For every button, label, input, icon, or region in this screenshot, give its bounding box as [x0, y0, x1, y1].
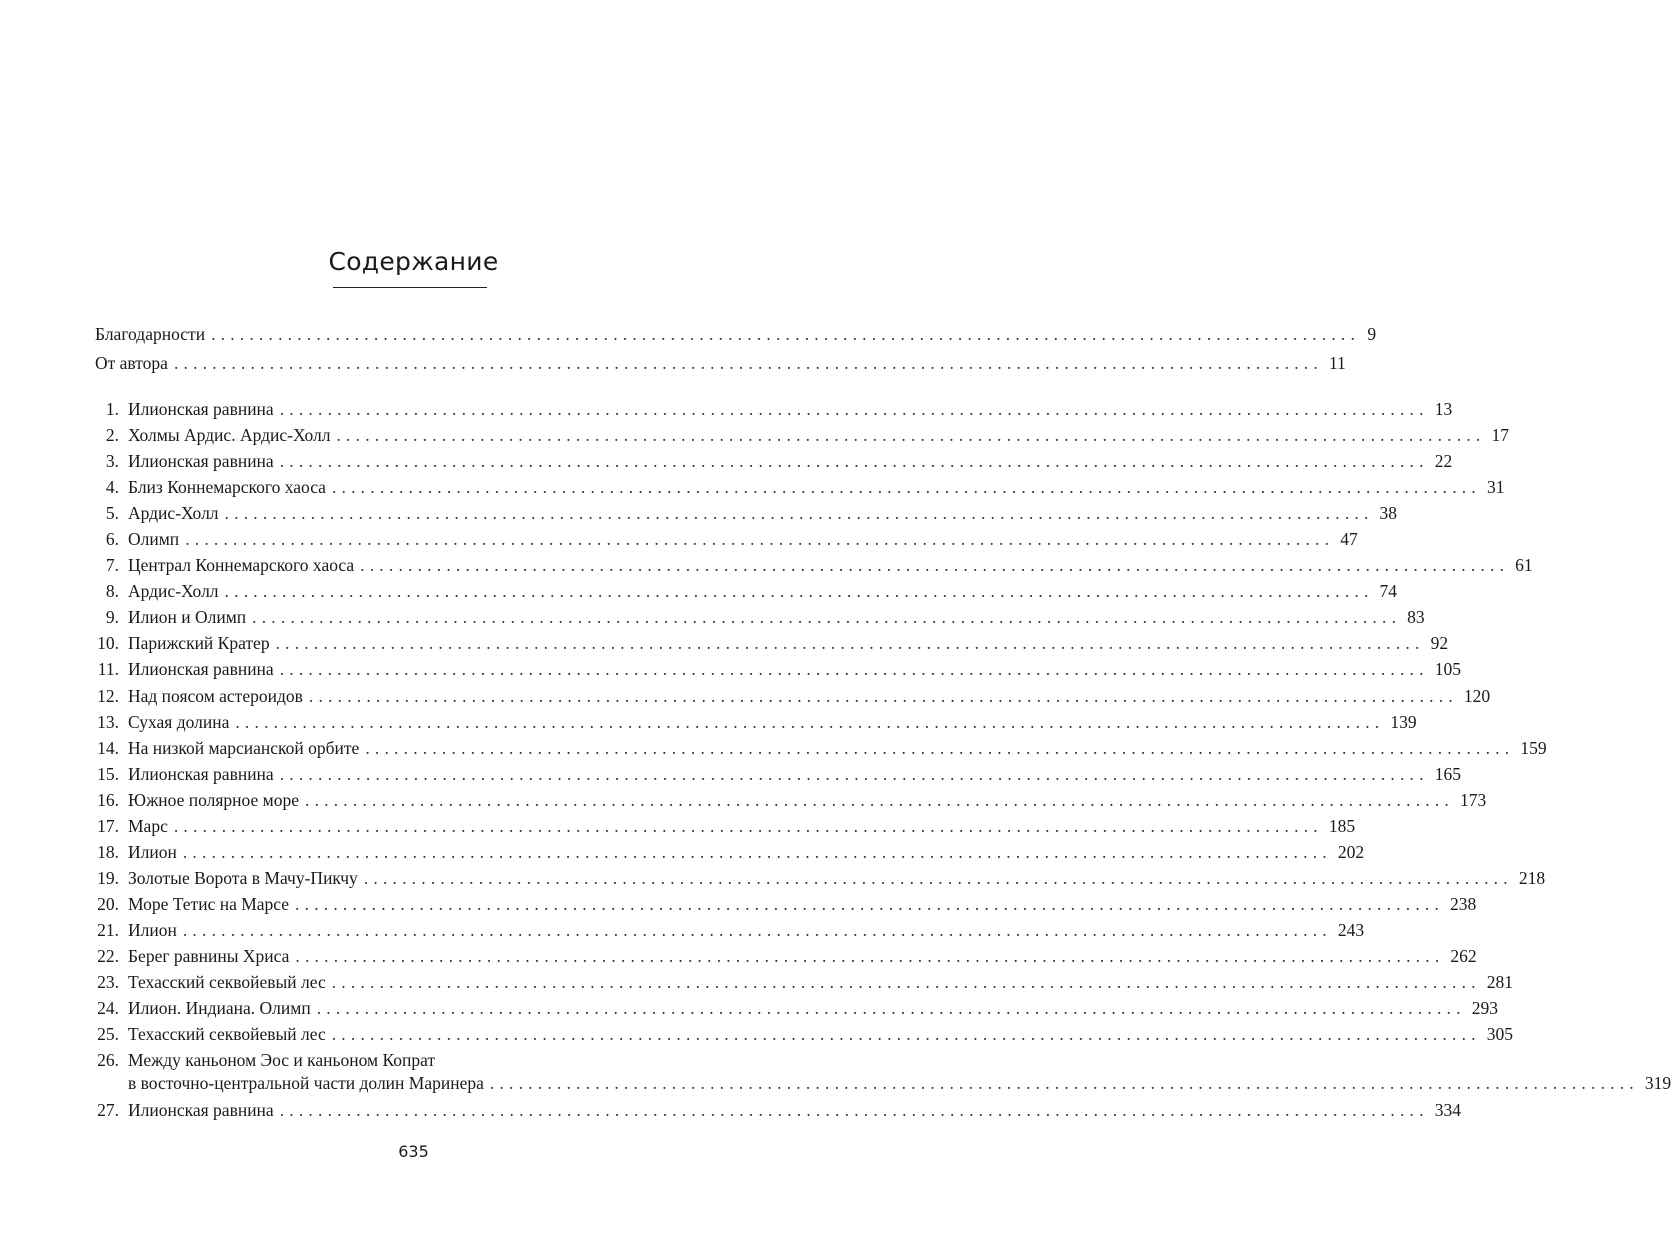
toc-leader-dots: ........................................................................................................................: [211, 324, 1361, 344]
toc-chapter-entry[interactable]: [95, 1098, 1461, 1122]
toc-entry-title: Южное полярное море: [128, 790, 299, 810]
toc-leader-dots: ........................................................................................................................: [224, 503, 1374, 523]
toc-entry-page: 173: [1460, 790, 1487, 810]
toc-chapter-number: 21.: [97, 920, 119, 940]
toc-entry-title: Ардис-Холл: [128, 503, 219, 523]
toc-leader-dots: ........................................................................................................................: [173, 353, 1323, 373]
toc-entry-title: Илион и Олимп: [128, 607, 247, 627]
toc-chapter-number: 11.: [97, 659, 119, 679]
toc-leader-dots: ........................................................................................................................: [252, 607, 1402, 627]
toc-entry-title: Золотые Ворота в Мачу-Пикчу: [128, 868, 358, 888]
toc-leader-dots: ........................................................................................................................: [308, 686, 1458, 706]
toc-leader-dots: ........................................................................................................................: [279, 451, 1429, 471]
toc-chapter-entry[interactable]: [95, 918, 1365, 942]
toc-leader-dots: ........................................................................................................................: [295, 894, 1445, 914]
toc-leader-dots: ........................................................................................................................: [182, 920, 1332, 940]
toc-chapter-number: 5.: [105, 503, 119, 523]
toc-chapter-number: 9.: [105, 607, 119, 627]
toc-chapter-entry[interactable]: [95, 814, 1356, 838]
toc-chapter-number: 20.: [97, 894, 119, 914]
toc-entry-title: Техасский секвойевый лес: [128, 972, 326, 992]
toc-entry-title: Ардис-Холл: [128, 581, 219, 601]
toc-entry-page: 243: [1337, 920, 1365, 940]
toc-entry-page: 238: [1450, 894, 1477, 914]
toc-entry-title: Берег равнины Хриса: [128, 946, 290, 966]
toc-entry-page: 334: [1434, 1100, 1461, 1120]
toc-entry-page: 47: [1340, 529, 1358, 549]
toc-entry-page: 31: [1486, 477, 1505, 497]
toc-entry-page: 120: [1463, 686, 1491, 706]
toc-entry-title: Над поясом астероидов: [128, 686, 303, 706]
toc-chapter-entry[interactable]: [95, 1048, 727, 1072]
toc-leader-dots: ........................................................................................................................: [489, 1073, 1639, 1093]
toc-entry-page: 83: [1407, 607, 1425, 627]
toc-chapter-number: 8.: [105, 581, 119, 601]
toc-chapter-number: 23.: [97, 972, 119, 992]
toc-chapter-number: 3.: [105, 451, 119, 471]
toc-chapter-entry[interactable]: [95, 579, 1398, 603]
toc-entry-page: 9: [1367, 324, 1377, 344]
toc-leader-dots: ........................................................................................................................: [365, 738, 1515, 758]
toc-leader-dots: ........................................................................................................................: [316, 998, 1466, 1018]
toc-entry-page: 105: [1434, 659, 1461, 679]
toc-chapter-entry[interactable]: [95, 866, 1546, 890]
toc-leader-dots: ........................................................................................................................: [336, 425, 1486, 445]
toc-chapter-entry[interactable]: [95, 736, 1547, 760]
toc-chapter-entry[interactable]: [95, 475, 1505, 499]
toc-entry-page: 165: [1434, 764, 1461, 784]
toc-entry-title: Близ Коннемарского хаоса: [128, 477, 326, 497]
toc-entry-page: 293: [1471, 998, 1498, 1018]
toc-leader-dots: ........................................................................................................................: [185, 529, 1335, 549]
toc-chapter-entry[interactable]: [95, 710, 1417, 734]
toc-leader-dots: ........................................................................................................................: [224, 581, 1374, 601]
toc-chapter-entry[interactable]: [95, 944, 1477, 968]
toc-entry-title: Море Тетис на Марсе: [128, 894, 290, 914]
toc-entry-page: 185: [1328, 816, 1356, 836]
toc-entry-page: 281: [1486, 972, 1513, 992]
toc-leader-dots: ........................................................................................................................: [305, 790, 1454, 810]
toc-chapter-entry[interactable]: [95, 631, 1449, 655]
toc-entry-title: Техасский секвойевый лес: [128, 1024, 326, 1044]
toc-entry-page: 61: [1515, 555, 1533, 575]
toc-entry-title: На низкой марсианской орбите: [128, 738, 360, 758]
toc-entry-title: Парижский Кратер: [128, 633, 270, 653]
toc-leader-dots: ........................................................................................................................: [173, 816, 1323, 836]
title-underline: [333, 287, 487, 288]
toc-leader-dots: ........................................................................................................................: [363, 868, 1513, 888]
toc-entry-title: Марс: [128, 816, 168, 836]
toc-entry-page: 139: [1390, 712, 1417, 732]
toc-entry-title: Благодарности: [95, 324, 206, 344]
toc-entry-title: Илион. Индиана. Олимп: [128, 998, 311, 1018]
toc-entry-page: 22: [1434, 451, 1453, 471]
toc-chapter-number: 24.: [97, 998, 119, 1018]
toc-entry-title: Илионская равнина: [128, 659, 274, 679]
toc-chapter-number: 16.: [97, 790, 119, 810]
toc-entry-page: 92: [1430, 633, 1449, 653]
toc-leader-dots: ........................................................................................................................: [275, 633, 1425, 653]
toc-chapter-entry[interactable]: [95, 449, 1453, 473]
toc-chapter-number: 27.: [97, 1100, 119, 1120]
toc-chapter-number: 18.: [97, 842, 119, 862]
toc-entry-page: 159: [1520, 738, 1547, 758]
toc-chapter-entry[interactable]: [95, 553, 1533, 577]
toc-entry-page: 13: [1434, 399, 1453, 419]
toc-leader-dots: ........................................................................................................................: [279, 399, 1429, 419]
toc-chapter-number: 13.: [97, 712, 119, 732]
toc-leader-dots: ........................................................................................................................: [295, 946, 1445, 966]
toc-chapter-entry[interactable]: [95, 684, 1491, 708]
toc-entry-page: 11: [1328, 353, 1346, 373]
toc-leader-dots: ........................................................................................................................: [235, 712, 1385, 732]
toc-entry-title: Холмы Ардис. Ардис-Холл: [128, 425, 331, 445]
toc-chapter-entry[interactable]: [95, 1022, 1513, 1046]
page-number: 635: [398, 1142, 429, 1161]
toc-leader-dots: ........................................................................................................................: [279, 659, 1429, 679]
toc-chapter-entry[interactable]: [95, 892, 1477, 916]
toc-chapter-number: 19.: [97, 868, 119, 888]
toc-chapter-entry[interactable]: [95, 605, 1425, 629]
toc-entry-title: Олимп: [128, 529, 180, 549]
toc-entry-page: 202: [1337, 842, 1365, 862]
toc-entry-page: 262: [1450, 946, 1477, 966]
toc-entry-page: 74: [1379, 581, 1398, 601]
toc-chapter-number: 25.: [97, 1024, 119, 1044]
toc-chapter-number: 26.: [97, 1050, 119, 1070]
toc-leader-dots: ........................................................................................................................: [331, 477, 1481, 497]
toc-chapter-entry[interactable]: [95, 762, 1461, 786]
toc-entry-page: 38: [1379, 503, 1398, 523]
toc-chapter-number: 4.: [105, 477, 119, 497]
toc-entry-title: Илионская равнина: [128, 399, 274, 419]
toc-entry-title: Илионская равнина: [128, 764, 274, 784]
toc-entry-title: Между каньоном Эос и каньоном Копрат: [128, 1050, 436, 1070]
toc-entry-acknowledgements[interactable]: [95, 322, 1377, 346]
toc-chapter-number: 15.: [97, 764, 119, 784]
toc-chapter-entry[interactable]: [95, 501, 1398, 525]
toc-chapter-entry-continuation[interactable]: [95, 1071, 1671, 1095]
toc-chapter-number: 6.: [105, 529, 119, 549]
toc-entry-title: Сухая долина: [128, 712, 230, 732]
toc-entry-title: Илион: [128, 920, 177, 940]
toc-chapter-entry[interactable]: [95, 397, 1453, 421]
toc-entry-title: Илионская равнина: [128, 1100, 274, 1120]
toc-chapter-entry[interactable]: [95, 657, 1461, 681]
toc-leader-dots: ........................................................................................................................: [279, 764, 1429, 784]
toc-chapter-number: 10.: [97, 633, 119, 653]
toc-leader-dots: ........................................................................................................................: [360, 555, 1510, 575]
toc-entry-title: От автора: [95, 353, 168, 373]
toc-entry-page: 218: [1518, 868, 1546, 888]
toc-entry-from-author[interactable]: [95, 351, 1346, 375]
toc-chapter-number: 1.: [105, 399, 119, 419]
toc-chapter-number: 17.: [97, 816, 119, 836]
toc-chapter-entry[interactable]: [95, 840, 1365, 864]
toc-chapter-entry[interactable]: [95, 423, 1509, 447]
toc-leader-dots: ........................................................................................................................: [182, 842, 1332, 862]
toc-entry-title-line2: в восточно-центральной части долин Маринера: [128, 1073, 484, 1093]
toc-chapter-number: 2.: [105, 425, 119, 445]
toc-chapter-number: 14.: [97, 738, 119, 758]
toc-leader-dots: ........................................................................................................................: [331, 1024, 1481, 1044]
toc-chapter-entry[interactable]: [95, 527, 1358, 551]
toc-chapter-number: 7.: [105, 555, 119, 575]
toc-entry-title: Илионская равнина: [128, 451, 274, 471]
toc-entry-title: Илион: [128, 842, 177, 862]
toc-chapter-entry[interactable]: [95, 970, 1513, 994]
toc-leader-dots: ........................................................................................................................: [279, 1100, 1429, 1120]
toc-chapter-number: 12.: [97, 686, 119, 706]
toc-entry-page: 319: [1644, 1073, 1671, 1093]
toc-chapter-entry[interactable]: [95, 788, 1487, 812]
toc-entry-title: Централ Коннемарского хаоса: [128, 555, 355, 575]
toc-entry-page: 305: [1486, 1024, 1513, 1044]
toc-chapter-number: 22.: [97, 946, 119, 966]
page-title: Содержание: [328, 247, 499, 276]
toc-chapter-entry[interactable]: [95, 996, 1498, 1020]
toc-leader-dots: ........................................................................................................................: [331, 972, 1481, 992]
toc-entry-page: 17: [1491, 425, 1509, 445]
